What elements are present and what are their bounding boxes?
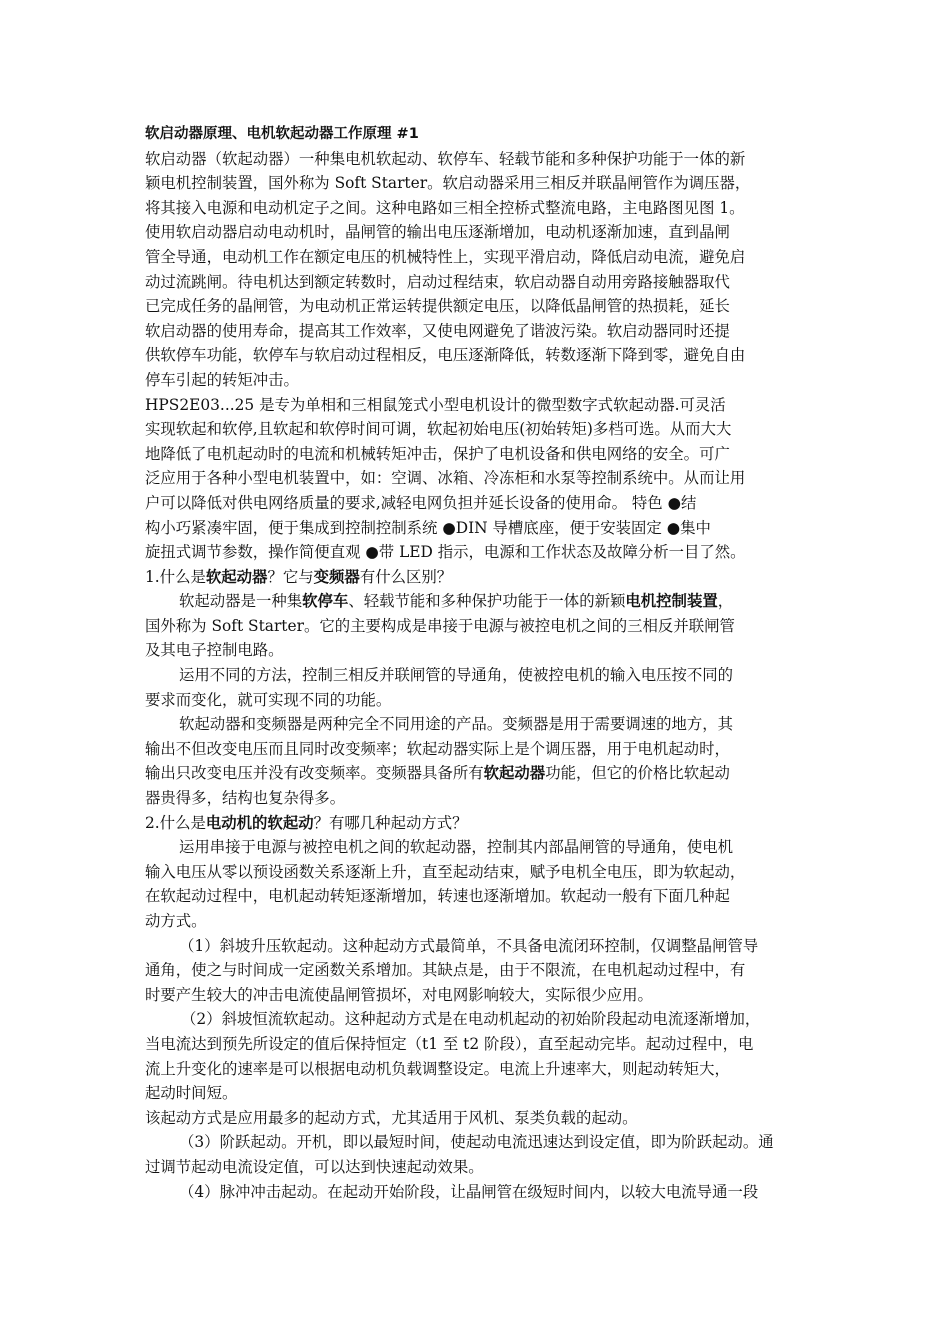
text-line: 颖电机控制装置，国外称为 Soft Starter。软启动器采用三相反并联晶闸管作为调压器， [145,174,751,193]
answer-1-paragraph-1 [145,589,815,663]
document-title: 软启动器原理、电机软起动器工作原理 #1 [145,126,419,142]
keyword-link[interactable]: 电动机的软起动 [205,813,314,832]
keyword-link[interactable]: 变频器 [313,567,360,586]
text-run: 软起动器是一种集 [179,592,303,611]
text-line: 及其电子控制电路。 [145,641,284,660]
text-run: ， [717,592,734,611]
text-line: 动方式。 [145,912,207,930]
text-line: 要求而变化，就可实现不同的功能。 [145,690,392,709]
question-1-heading [145,565,815,590]
text-line: 供软停车功能，软停车与软启动过程相反，电压逐渐降低，转数逐渐下降到零，避免自由 [145,346,746,365]
text-line: 时要产生较大的冲击电流使晶闸管损坏，对电网影响较大，实际很少应用。 [145,985,653,1004]
text-line: （1）斜坡升压软起动。这种起动方式最简单，不具备电流闭环控制，仅调整晶闸管导 [179,936,759,955]
product-paragraph [145,393,815,565]
keyword-link[interactable]: 软起动器 [483,764,546,783]
text-line: 旋扭式调节参数，操作简便直观 ●带 LED 指示，电源和工作状态及故障分析一目了然。 [145,543,746,562]
text-line: HPS2E03...25 是专为单相和三相鼠笼式小型电机设计的微型数字式软起动器.可灵活 [145,395,726,414]
text-line: 软起动器和变频器是两种完全不同用途的产品。变频器是用于需要调速的地方，其 [179,715,734,734]
text-line: 通角，使之与时间成一定函数关系增加。其缺点是，由于不限流，在电机起动过程中，有 [145,961,746,980]
text-line: 动过流跳闸。待电机达到额定转数时，启动过程结束，软启动器自动用旁路接触器取代 [145,272,730,291]
text-line [145,589,815,614]
text-line: 实现软起和软停,且软起和软停时间可调，软起初始电压(初始转矩)多档可选。从而大大 [145,420,732,439]
text-line: 管全导通，电动机工作在额定电压的机械特性上，实现平滑启动，降低启动电流，避免启 [145,247,746,266]
question-2-heading [145,811,815,836]
text-line: 户可以降低对供电网络质量的要求,减轻电网负担并延长设备的使用命。 特色 ●结 [145,493,697,512]
text-line: 输入电压从零以预设函数关系逐渐上升，直至起动结束，赋予电机全电压，即为软起动， [145,862,746,881]
text-run: 、轻载节能和多种保护功能于一体的新颖 [348,592,626,611]
text-run: 功能，但它的价格比软起动 [545,764,730,783]
text-run: 输出只改变电压并没有改变频率。变频器具备所有 [145,764,484,783]
method-2-paragraph [145,1007,815,1130]
text-line: 流上升变化的速率是可以根据电动机负载调整设定。电流上升速率大，则起动转矩大， [145,1059,730,1078]
text-line: 当电流达到预先所设定的值后保持恒定（t1 至 t2 阶段），直至起动完毕。起动过程中，电 [145,1034,754,1053]
method-3-paragraph [145,1130,815,1179]
text-line: 运用不同的方法，控制三相反并联闸管的导通角，使被控电机的输入电压按不同的 [179,666,734,685]
text-line: 器贵得多，结构也复杂得多。 [145,789,346,808]
text-run: 2.什么是 [145,813,206,832]
keyword-link[interactable]: 软起动器 [205,567,268,586]
answer-2-paragraph-1 [145,835,815,933]
intro-paragraph [145,147,815,393]
text-line: 起动时间短。 [145,1084,238,1103]
document-page [145,122,815,1204]
text-line: 该起动方式是应用最多的起动方式，尤其适用于风机、泵类负载的起动。 [145,1108,638,1127]
text-line: 输出不但改变电压而且同时改变频率；软起动器实际上是个调压器，用于电机起动时， [145,739,730,758]
text-line: 泛应用于各种小型电机装置中，如：空调、冰箱、冷冻柜和水泵等控制系统中。从而让用 [145,469,746,488]
text-line: （4）脉冲冲击起动。在起动开始阶段，让晶闸管在级短时间内，以较大电流导通一段 [179,1182,759,1201]
keyword-link[interactable]: 电机控制装置 [625,592,718,611]
text-line: 使用软启动器启动电动机时，晶闸管的输出电压逐渐增加，电动机逐渐加速，直到晶闸 [145,223,730,242]
text-line: 过调节起动电流设定值，可以达到快速起动效果。 [145,1157,484,1176]
text-line: 构小巧紧凑牢固，便于集成到控制控制系统 ●DIN 导槽底座，便于安装固定 ●集中 [145,518,711,537]
text-line: 已完成任务的晶闸管，为电动机正常运转提供额定电压，以降低晶闸管的热损耗，延长 [145,297,730,316]
text-line: 国外称为 Soft Starter。它的主要构成是串接于电源与被控电机之间的三相反并联闸管 [145,616,735,635]
text-line: 软启动器（软起动器）一种集电机软起动、软停车、轻载节能和多种保护功能于一体的新 [145,149,746,168]
text-line: （2）斜坡恒流软起动。这种起动方式是在电动机起动的初始阶段起动电流逐渐增加， [181,1010,761,1029]
text-run: 1.什么是 [145,567,206,586]
text-line: 地降低了电机起动时的电流和机械转矩冲击，保护了电机设备和供电网络的安全。可广 [145,444,730,463]
text-line: 将其接入电源和电动机定子之间。这种电路如三相全控桥式整流电路，主电路图见图 1。 [145,198,745,217]
text-line: 在软起动过程中，电机起动转矩逐渐增加，转速也逐渐增加。软起动一般有下面几种起 [145,887,730,906]
text-line: 软启动器的使用寿命，提高其工作效率，又使电网避免了谐波污染。软启动器同时还提 [145,321,730,340]
text-line: （3）阶跃起动。开机，即以最短时间，使起动电流迅速达到设定值，即为阶跃起动。通 [179,1133,774,1152]
text-run: ？它与 [267,567,314,586]
text-line: 运用串接于电源与被控电机之间的软起动器，控制其内部晶闸管的导通角，使电机 [179,838,734,857]
method-1-paragraph [145,934,815,1008]
text-line: 停车引起的转矩冲击。 [145,370,299,389]
text-run: ？有哪几种起动方式？ [313,813,468,832]
method-4-paragraph [145,1180,815,1205]
answer-1-paragraph-2 [145,663,815,712]
answer-1-paragraph-3 [145,712,815,810]
keyword-link[interactable]: 软停车 [302,592,349,611]
text-run: 有什么区别？ [359,567,453,586]
text-line [145,761,815,786]
